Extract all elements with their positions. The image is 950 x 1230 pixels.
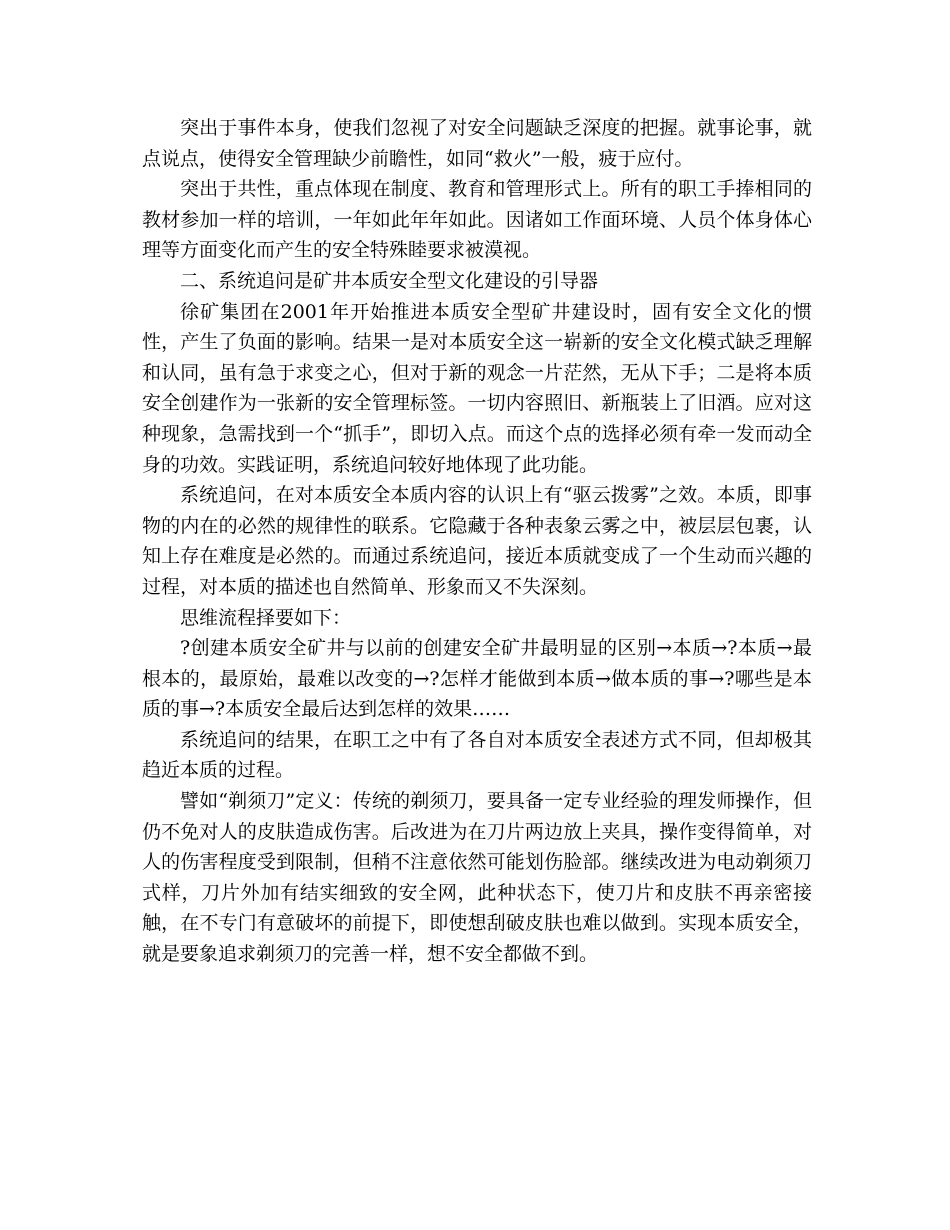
paragraph-4: 系统追问，在对本质安全本质内容的认识上有“驱云拨雾”之效。本质，即事物的内在的必然的规律性的联系。它隐藏于各种表象云雾之中，被层层包裹，认知上存在难度是必然的。而通过系统追问，接近本质就变成了一个生动而兴趣的过程，对本质的描述也自然简单、形象而又不失深刻。 [142,484,812,598]
paragraph-7: 系统追问的结果，在职工之中有了各自对本质安全表述方式不同，但却极其趋近本质的过程。 [142,728,812,782]
paragraph-2: 突出于共性，重点体现在制度、教育和管理形式上。所有的职工手捧相同的教材参加一样的培训，一年如此年年如此。因诸如工作面环境、人员个体身体心理等方面变化而产生的安全特殊睦要求被漠视。 [142,178,812,262]
document-body [142,113,812,970]
section-heading: 二、系统追问是矿井本质安全型文化建设的引导器 [180,269,599,292]
paragraph-8: 譬如“剃须刀”定义：传统的剃须刀，要具备一定专业经验的理发师操作，但仍不免对人的皮肤造成伤害。后改进为在刀片两边放上夹具，操作变得简单，对人的伤害程度受到限制，但稍不注意依然可能划伤脸部。继续改进为电动剃须刀式样，刀片外加有结实细致的安全网，此种状态下，使刀片和皮肤不再亲密接触，在不专门有意破坏的前提下，即使想刮破皮肤也难以做到。实现本质安全，就是要象追求剃须刀的完善一样，想不安全都做不到。 [142,790,812,966]
paragraph-3: 徐矿集团在2001年开始推进本质安全型矿井建设时，固有安全文化的惯性，产生了负面的影响。结果一是对本质安全这一崭新的安全文化模式缺乏理解和认同，虽有急于求变之心，但对于新的观念一片茫然，无从下手；二是将本质安全创建作为一张新的安全管理标签。一切内容照旧、新瓶装上了旧酒。应对这种现象，急需找到一个“抓手”，即切入点。而这个点的选择必须有牵一发而动全身的功效。实践证明，系统追问较好地体现了此功能。 [142,300,812,476]
paragraph-1: 突出于事件本身，使我们忽视了对安全问题缺乏深度的把握。就事论事，就点说点，使得安全管理缺少前瞻性，如同“救火”一般，疲于应付。 [142,117,812,170]
paragraph-5: 思维流程择要如下： [180,606,352,629]
paragraph-6: ?创建本质安全矿井与以前的创建安全矿井最明显的区别→本质→?本质→最根本的，最原始，最难以改变的→?怎样才能做到本质→做本质的事→?哪些是本质的事→?本质安全最后达到怎样的效果…… [142,637,812,721]
